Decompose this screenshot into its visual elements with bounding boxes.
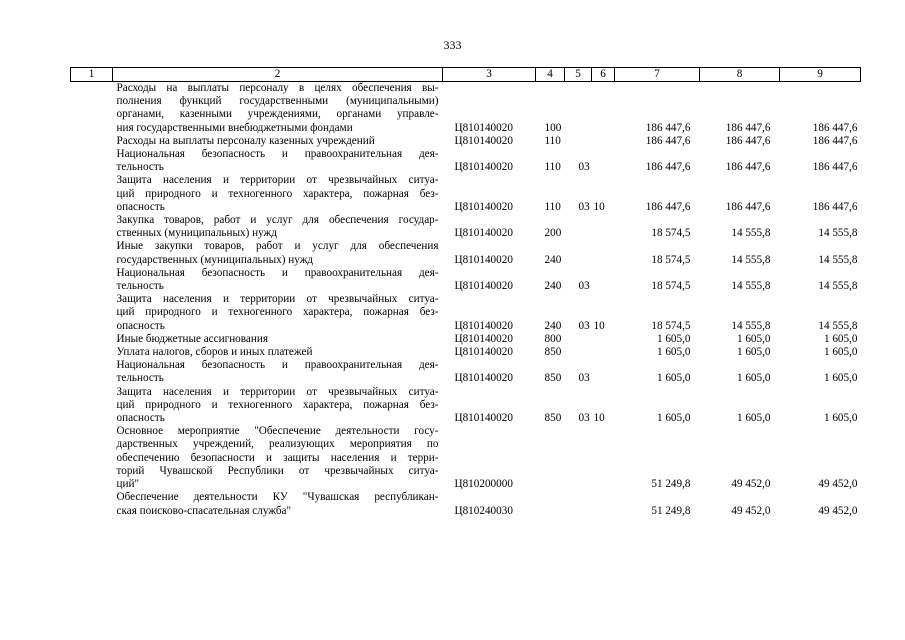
cell-amount-7: 18 574,5 <box>651 227 691 240</box>
cell-amount-9: 1 605,0 <box>823 412 858 425</box>
cell-section <box>565 82 592 135</box>
cell-amount-8: 186 447,6 <box>725 200 771 213</box>
cell-amount-9: 14 555,8 <box>818 227 858 240</box>
cell-name <box>113 240 443 266</box>
page-number: 333 <box>443 38 462 52</box>
table-row <box>71 491 861 517</box>
cell-subsection <box>592 240 615 266</box>
cell-name-line: тельность <box>116 280 164 293</box>
cell-empty <box>71 240 113 266</box>
cell-target-code: Ц810140020 <box>454 372 513 385</box>
cell-amount-7: 1 605,0 <box>656 372 691 385</box>
cell-subsection <box>592 135 615 148</box>
cell-name-line: Защита населения и территории от чрезвычайных ситуа- <box>116 385 439 398</box>
cell-target-code: Ц810140020 <box>454 332 513 345</box>
cell-name-line: Национальная безопасность и правоохранительная дея- <box>116 359 439 372</box>
cell-subsection: 10 <box>593 319 605 332</box>
column-header-9: 9 <box>780 68 861 82</box>
cell-amount-8: 14 555,8 <box>731 253 771 266</box>
cell-name <box>113 491 443 517</box>
cell-amount-7: 18 574,5 <box>651 280 691 293</box>
cell-expense-group: 100 <box>544 121 562 134</box>
cell-amount-9: 14 555,8 <box>818 319 858 332</box>
budget-table <box>70 67 861 518</box>
cell-amount-9: 49 452,0 <box>818 478 858 491</box>
cell-subsection <box>592 491 615 517</box>
column-header-3: 3 <box>443 68 536 82</box>
cell-section <box>565 333 592 346</box>
cell-subsection: 10 <box>593 412 605 425</box>
cell-subsection <box>592 214 615 240</box>
cell-expense-group: 110 <box>544 200 561 213</box>
table-row <box>71 148 861 174</box>
cell-amount-9: 186 447,6 <box>812 134 858 147</box>
cell-target-code: Ц810140020 <box>454 121 513 134</box>
cell-name <box>113 386 443 426</box>
cell-amount-7: 186 447,6 <box>645 200 691 213</box>
column-header-4: 4 <box>536 68 565 82</box>
column-header-row <box>71 68 861 82</box>
cell-amount-9: 14 555,8 <box>818 253 858 266</box>
cell-empty <box>71 359 113 385</box>
cell-empty <box>71 386 113 426</box>
cell-amount-7: 18 574,5 <box>651 253 691 266</box>
cell-name-line: Уплата налогов, сборов и иных платежей <box>116 346 313 359</box>
table-row <box>71 386 861 426</box>
cell-amount-8: 1 605,0 <box>736 372 771 385</box>
cell-name-line: опасность <box>116 319 165 332</box>
cell-target-code: Ц810140020 <box>454 161 513 174</box>
table-row <box>71 293 861 333</box>
cell-target-code: Ц810140020 <box>454 134 513 147</box>
cell-amount-8: 186 447,6 <box>725 161 771 174</box>
cell-expense-group <box>536 425 565 491</box>
cell-amount-7: 186 447,6 <box>645 134 691 147</box>
table-row <box>71 174 861 214</box>
cell-section: 03 <box>578 372 590 385</box>
column-header-5: 5 <box>565 68 592 82</box>
cell-name-line: Иные закупки товаров, работ и услуг для обеспечения <box>116 240 439 253</box>
cell-amount-7: 1 605,0 <box>656 412 691 425</box>
cell-section: 03 <box>578 280 590 293</box>
cell-amount-8: 49 452,0 <box>731 478 771 491</box>
cell-empty <box>71 135 113 148</box>
cell-name-line: государственных (муниципальных) нужд <box>116 253 314 266</box>
cell-subsection <box>592 333 615 346</box>
cell-amount-8: 14 555,8 <box>731 280 771 293</box>
cell-amount-9: 186 447,6 <box>812 161 858 174</box>
cell-target-code: Ц810140020 <box>454 346 513 359</box>
cell-name-line: полнения функций государственными (муниципальными) <box>116 95 439 108</box>
cell-name-line: Основное мероприятие "Обеспечение деятельности госу- <box>116 425 439 438</box>
column-header-7: 7 <box>615 68 700 82</box>
cell-section: 03 <box>578 319 590 332</box>
cell-target-code: Ц810140020 <box>454 319 513 332</box>
cell-subsection <box>592 346 615 359</box>
cell-name-line: Защита населения и территории от чрезвычайных ситуа- <box>116 293 439 306</box>
cell-section <box>565 346 592 359</box>
cell-name-line: ния государственными внебюджетными фондами <box>116 121 353 134</box>
cell-expense-group: 240 <box>544 253 562 266</box>
cell-section <box>565 240 592 266</box>
cell-expense-group: 850 <box>544 412 562 425</box>
cell-amount-9: 186 447,6 <box>812 200 858 213</box>
cell-empty <box>71 491 113 517</box>
cell-name-line: Расходы на выплаты персоналу казенных учреждений <box>116 134 375 147</box>
table-row <box>71 333 861 346</box>
cell-name-line: ций природного и техногенного характера, пожарная без- <box>116 306 439 319</box>
cell-amount-9: 1 605,0 <box>823 372 858 385</box>
cell-amount-7: 186 447,6 <box>645 161 691 174</box>
cell-section: 03 <box>578 200 590 213</box>
cell-name <box>113 333 443 346</box>
cell-empty <box>71 174 113 214</box>
cell-name-line: Национальная безопасность и правоохранительная дея- <box>116 148 439 161</box>
cell-subsection <box>592 267 615 293</box>
cell-section <box>565 214 592 240</box>
cell-name <box>113 214 443 240</box>
cell-target-code: Ц810140020 <box>454 412 513 425</box>
cell-amount-7: 186 447,6 <box>645 121 691 134</box>
cell-empty <box>71 148 113 174</box>
column-header-6: 6 <box>592 68 615 82</box>
column-header-2: 2 <box>113 68 443 82</box>
cell-subsection: 10 <box>593 200 605 213</box>
cell-empty <box>71 346 113 359</box>
cell-expense-group: 110 <box>544 161 561 174</box>
cell-target-code: Ц810140020 <box>454 280 513 293</box>
table-row <box>71 359 861 385</box>
table-row <box>71 135 861 148</box>
cell-empty <box>71 333 113 346</box>
cell-name <box>113 359 443 385</box>
cell-name-line: Иные бюджетные ассигнования <box>116 332 268 345</box>
table-row <box>71 82 861 135</box>
table-row <box>71 267 861 293</box>
cell-subsection <box>592 425 615 491</box>
cell-section: 03 <box>578 161 590 174</box>
cell-name-line: тельность <box>116 161 164 174</box>
cell-name-line: тельность <box>116 372 164 385</box>
cell-expense-group: 850 <box>544 372 562 385</box>
cell-name-line: ций природного и техногенного характера, пожарная без- <box>116 398 439 411</box>
cell-amount-7: 51 249,8 <box>651 504 691 517</box>
column-header-1: 1 <box>71 68 113 82</box>
cell-name-line: ская поисково-спасательная служба" <box>116 504 292 517</box>
cell-name <box>113 346 443 359</box>
cell-subsection <box>592 359 615 385</box>
cell-amount-8: 1 605,0 <box>736 412 771 425</box>
cell-name-line: обеспечению безопасности и защиты населения и терри- <box>116 451 439 464</box>
cell-expense-group: 240 <box>544 319 562 332</box>
cell-target-code: Ц810240030 <box>454 504 513 517</box>
cell-empty <box>71 293 113 333</box>
cell-name-line: опасность <box>116 200 165 213</box>
table-row <box>71 214 861 240</box>
cell-amount-9: 1 605,0 <box>823 332 858 345</box>
cell-section <box>565 425 592 491</box>
cell-name-line: Защита населения и территории от чрезвычайных ситуа- <box>116 174 439 187</box>
cell-expense-group: 200 <box>544 227 562 240</box>
cell-amount-9: 49 452,0 <box>818 504 858 517</box>
table-row <box>71 425 861 491</box>
cell-target-code: Ц810200000 <box>454 478 513 491</box>
cell-name-line: Закупка товаров, работ и услуг для обеспечения государ- <box>116 214 439 227</box>
cell-name-line: Расходы на выплаты персоналу в целях обеспечения вы- <box>116 82 439 94</box>
cell-expense-group: 850 <box>544 346 562 359</box>
cell-empty <box>71 425 113 491</box>
cell-name <box>113 425 443 491</box>
cell-name <box>113 293 443 333</box>
cell-amount-8: 1 605,0 <box>736 346 771 359</box>
cell-name-line: Национальная безопасность и правоохранительная дея- <box>116 266 439 279</box>
cell-section: 03 <box>578 412 590 425</box>
cell-amount-8: 14 555,8 <box>731 227 771 240</box>
cell-name-line: ций" <box>116 478 140 491</box>
cell-empty <box>71 214 113 240</box>
cell-name-line: торий Чувашской Республики от чрезвычайных ситуа- <box>116 464 439 477</box>
table-row <box>71 346 861 359</box>
table-row <box>71 240 861 266</box>
cell-amount-8: 1 605,0 <box>736 332 771 345</box>
cell-amount-9: 14 555,8 <box>818 280 858 293</box>
cell-expense-group: 110 <box>544 134 561 147</box>
cell-amount-9: 186 447,6 <box>812 121 858 134</box>
cell-name <box>113 267 443 293</box>
cell-target-code: Ц810140020 <box>454 253 513 266</box>
cell-empty <box>71 267 113 293</box>
cell-section <box>565 491 592 517</box>
cell-amount-7: 1 605,0 <box>656 332 691 345</box>
cell-expense-group: 800 <box>544 332 562 345</box>
cell-amount-9: 1 605,0 <box>823 346 858 359</box>
cell-name-line: ций природного и техногенного характера, пожарная без- <box>116 187 439 200</box>
cell-empty <box>71 82 113 135</box>
column-header-8: 8 <box>700 68 780 82</box>
cell-target-code: Ц810140020 <box>454 227 513 240</box>
cell-name-line: Обеспечение деятельности КУ "Чувашская республикан- <box>116 491 439 504</box>
cell-amount-8: 186 447,6 <box>725 121 771 134</box>
cell-amount-7: 51 249,8 <box>651 478 691 491</box>
cell-subsection <box>592 148 615 174</box>
cell-subsection <box>592 82 615 135</box>
cell-name <box>113 174 443 214</box>
cell-name-line: ственных (муниципальных) нужд <box>116 227 277 240</box>
cell-amount-7: 18 574,5 <box>651 319 691 332</box>
cell-name-line: органами, казенными учреждениями, органами управле- <box>116 108 439 121</box>
cell-name <box>113 148 443 174</box>
cell-section <box>565 135 592 148</box>
cell-target-code: Ц810140020 <box>454 200 513 213</box>
cell-amount-8: 49 452,0 <box>731 504 771 517</box>
cell-amount-8: 14 555,8 <box>731 319 771 332</box>
cell-amount-7: 1 605,0 <box>656 346 691 359</box>
cell-expense-group <box>536 491 565 517</box>
cell-name <box>113 135 443 148</box>
cell-name <box>113 82 443 135</box>
cell-expense-group: 240 <box>544 280 562 293</box>
cell-name-line: опасность <box>116 412 165 425</box>
table-body <box>71 82 861 518</box>
cell-name-line: дарственных учреждений, реализующих мероприятия по <box>116 438 439 451</box>
cell-amount-8: 186 447,6 <box>725 134 771 147</box>
